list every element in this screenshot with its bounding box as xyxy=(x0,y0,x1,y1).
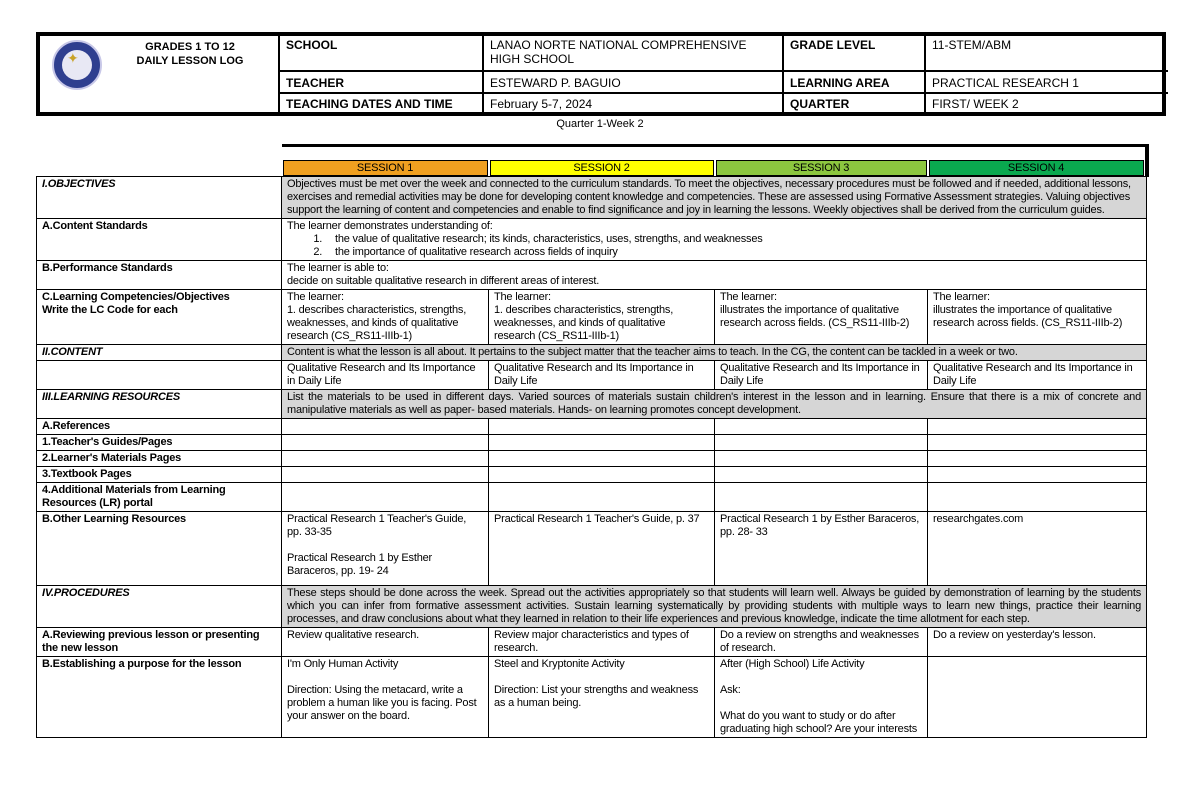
reviewing-session-1: Review qualitative research. xyxy=(282,628,489,657)
row-label-additional-materials: 4.Additional Materials from Learning Resources (LR) portal xyxy=(37,483,282,512)
purpose-session-1: I'm Only Human Activity Direction: Using the metacard, write a problem a human like you is facing. Post your answer on the board. xyxy=(282,657,489,738)
table-row-content-standards xyxy=(37,219,1147,261)
table-row-performance-standards xyxy=(37,261,1147,290)
content-standards-intro: The learner demonstrates understanding of: xyxy=(287,220,493,232)
row-label-learners-materials: 2.Learner's Materials Pages xyxy=(37,451,282,467)
objectives-text: Objectives must be met over the week and connected to the curriculum standards. To meet the objectives, necessary procedures must be followed and if needed, additional lessons, exercises and remedial activities may be done for developing content knowledge and competencies. These are assessed using Formative Assessment strategies. Valuing objectives support the learning of content and competencies and enable to find significance and joy in learning the lessons. Weekly objectives shall be derived from the curriculum guides. xyxy=(282,177,1147,219)
content-text: Content is what the lesson is all about. It pertains to the subject matter that the teacher aims to teach. In the CG, the content can be tackled in a week or two. xyxy=(282,345,1147,361)
reviewing-session-2: Review major characteristics and types of research. xyxy=(489,628,715,657)
procedures-text: These steps should be done across the week. Spread out the activities appropriately so that students will learn well. Always be guided by demonstration of learning by the students which you can infer from formative assessment activities. Sustain learning systematically by providing students with multiple ways to learn new things, practice their learning processes, and draw conclusions about what they learned in relation to their life experiences and previous knowledge, indicate the time allotment for each step. xyxy=(282,586,1147,628)
table-row-purpose xyxy=(37,657,1147,738)
performance-standards-line2: decide on suitable qualitative research in different areas of interest. xyxy=(287,275,600,287)
row-label-teachers-guide: 1.Teacher's Guides/Pages xyxy=(37,435,282,451)
competencies-label-line1: C.Learning Competencies/Objectives xyxy=(42,291,230,303)
grade-level-label: GRADE LEVEL xyxy=(790,38,876,52)
row-label-reviewing: A.Reviewing previous lesson or presenting the new lesson xyxy=(37,628,282,657)
competencies-session-4: The learner: illustrates the importance of qualitative research across fields. (CS_RS11-IIIb-2) xyxy=(928,290,1147,345)
dates-value: February 5-7, 2024 xyxy=(490,97,593,111)
performance-standards-line1: The learner is able to: xyxy=(287,262,389,274)
dates-label: TEACHING DATES AND TIME xyxy=(286,97,453,111)
competencies-session-3: The learner: illustrates the importance of qualitative research across fields. (CS_RS11-IIIb-2) xyxy=(715,290,928,345)
table-row-competencies xyxy=(37,290,1147,345)
session-1-header: SESSION 1 xyxy=(283,160,488,176)
table-row-content xyxy=(37,345,1147,361)
row-label-objectives: I.OBJECTIVES xyxy=(37,177,282,219)
table-row-objectives xyxy=(37,177,1147,219)
quarter-caption: Quarter 1-Week 2 xyxy=(556,118,644,130)
table-row-procedures xyxy=(37,586,1147,628)
resources-text: List the materials to be used in different days. Varied sources of materials sustain children's interest in the lesson and in learning. Ensure that there is a mix of concrete and manipulative materials as well as paper- based materials. Hands- on learning promotes concept development. xyxy=(282,390,1147,419)
other-resources-session-3: Practical Research 1 by Esther Baraceros, pp. 28- 33 xyxy=(715,512,928,586)
row-label-procedures: IV.PROCEDURES xyxy=(37,586,282,628)
quarter-label: QUARTER xyxy=(790,97,850,111)
title-line1: GRADES 1 TO 12 xyxy=(145,41,235,53)
quarter-value: FIRST/ WEEK 2 xyxy=(932,97,1019,111)
content-standards-list xyxy=(287,233,1141,259)
table-row-content-topics xyxy=(37,361,1147,390)
table-row-learners-materials xyxy=(37,451,1147,467)
row-label-content: II.CONTENT xyxy=(37,345,282,361)
session-2-header: SESSION 2 xyxy=(490,160,714,176)
row-label-textbook: 3.Textbook Pages xyxy=(37,467,282,483)
teacher-value: ESTEWARD P. BAGUIO xyxy=(490,76,621,90)
competencies-session-1: The learner: 1. describes characteristics, strengths, weaknesses, and kinds of qualitative research (CS_RS11-IIIb-1) xyxy=(282,290,489,345)
session-4-header: SESSION 4 xyxy=(929,160,1144,176)
other-resources-session-1: Practical Research 1 Teacher's Guide, pp. 33-35 Practical Research 1 by Esther Baraceros, pp. 19- 24 xyxy=(282,512,489,586)
reviewing-session-3: Do a review on strengths and weaknesses of research. xyxy=(715,628,928,657)
competencies-session-2: The learner: 1. describes characteristics, strengths, weaknesses, and kinds of qualitative research (CS_RS11-IIIb-1) xyxy=(489,290,715,345)
content-topic-session-4: Qualitative Research and Its Importance in Daily Life xyxy=(928,361,1147,390)
grade-level-value: 11-STEM/ABM xyxy=(932,38,1012,52)
table-row-references xyxy=(37,419,1147,435)
row-label-competencies xyxy=(37,290,282,345)
school-label: SCHOOL xyxy=(286,38,338,52)
row-label-other-resources: B.Other Learning Resources xyxy=(37,512,282,586)
competencies-label-line2: Write the LC Code for each xyxy=(42,304,178,316)
row-label-purpose: B.Establishing a purpose for the lesson xyxy=(37,657,282,738)
reviewing-session-4: Do a review on yesterday's lesson. xyxy=(928,628,1147,657)
lesson-log-table xyxy=(36,144,1149,738)
table-row-resources xyxy=(37,390,1147,419)
school-value: LANAO NORTE NATIONAL COMPREHENSIVE HIGH SCHOOL xyxy=(490,38,747,66)
learning-area-value: PRACTICAL RESEARCH 1 xyxy=(932,76,1079,90)
row-label-performance-standards: B.Performance Standards xyxy=(37,261,282,290)
table-row-additional-materials xyxy=(37,483,1147,512)
table-row-teachers-guide xyxy=(37,435,1147,451)
table-row-reviewing xyxy=(37,628,1147,657)
teacher-label: TEACHER xyxy=(286,76,345,90)
content-topic-session-3: Qualitative Research and Its Importance in Daily Life xyxy=(715,361,928,390)
list-item: 1. the value of qualitative research; its kinds, characteristics, uses, strengths, and weaknesses xyxy=(325,233,1141,246)
title-line2: DAILY LESSON LOG xyxy=(136,55,244,67)
session-3-header: SESSION 3 xyxy=(716,160,927,176)
purpose-session-2: Steel and Kryptonite Activity Direction: List your strengths and weakness as a human being. xyxy=(489,657,715,738)
table-row-other-resources xyxy=(37,512,1147,586)
other-resources-session-2: Practical Research 1 Teacher's Guide, p. 37 xyxy=(489,512,715,586)
header-block xyxy=(36,32,1166,116)
content-standards-cell xyxy=(282,219,1147,261)
deped-seal-logo: ✦ xyxy=(52,40,102,90)
other-resources-session-4: researchgates.com xyxy=(928,512,1147,586)
session-header-row xyxy=(37,146,1147,177)
purpose-session-4 xyxy=(928,657,1147,738)
content-topic-session-2: Qualitative Research and Its Importance in Daily Life xyxy=(489,361,715,390)
purpose-session-3: After (High School) Life Activity Ask: What do you want to study or do after graduating high school? Are your interests xyxy=(715,657,928,738)
table-row-textbook xyxy=(37,467,1147,483)
document-title xyxy=(110,40,270,68)
row-label-resources: III.LEARNING RESOURCES xyxy=(37,390,282,419)
list-item: 2. the importance of qualitative research across fields of inquiry xyxy=(325,246,1141,259)
learning-area-label: LEARNING AREA xyxy=(790,76,890,90)
row-label-references: A.References xyxy=(37,419,282,435)
row-label-content-standards: A.Content Standards xyxy=(37,219,282,261)
performance-standards-cell xyxy=(282,261,1147,290)
content-topic-session-1: Qualitative Research and Its Importance in Daily Life xyxy=(282,361,489,390)
